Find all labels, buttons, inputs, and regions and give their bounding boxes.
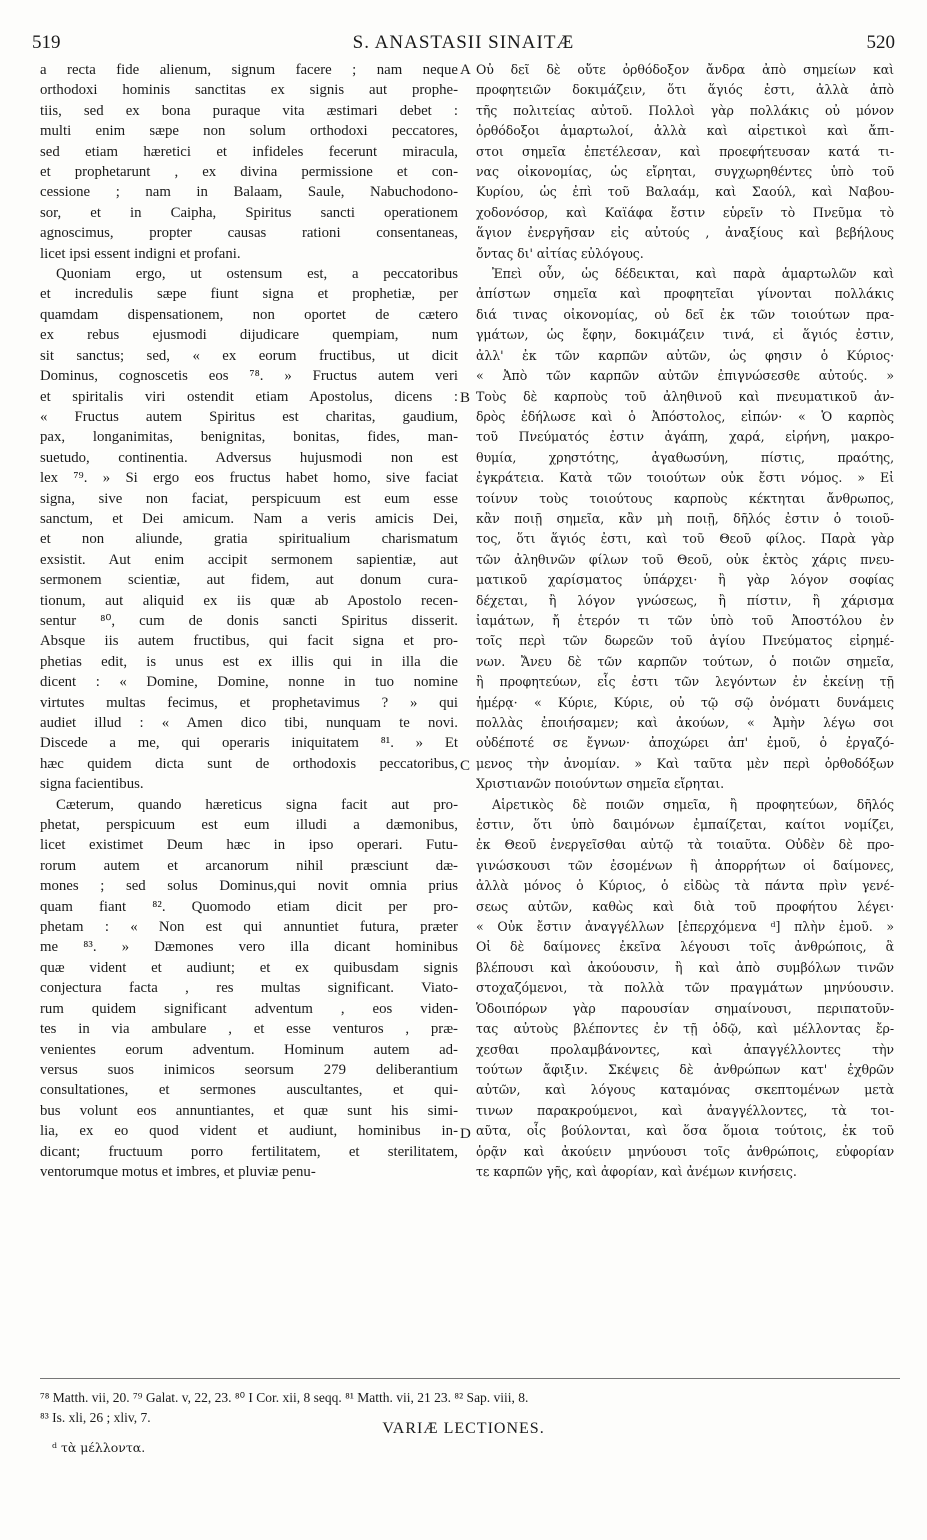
- latin-line: Cæterum, quando hæreticus signa facit aut pro-: [56, 796, 458, 813]
- footnote-line-1: ⁷⁸ Matth. vii, 20. ⁷⁹ Galat. v, 22, 23. ⁸⁰ I Cor. xii, 8 seqq. ⁸¹ Matth. vii, 21 23. ⁸² Sap. viii, 8.: [40, 1390, 529, 1405]
- latin-line: et non aliunde, gratia spiritualium charismatum: [40, 531, 458, 548]
- greek-line: πολλὰς ἐποιήσαμεν; καὶ ἀκούων, « Ἀμὴν λέγω σοι: [476, 715, 894, 730]
- latin-line: versus suos inimicos seorsum 279 deliberantium: [40, 1061, 458, 1078]
- greek-line: Οἱ δὲ δαίμονες ἐκεῖνα λέγουσι τοῖς ἀνθρώποις, ἃ: [476, 939, 894, 955]
- latin-line: sanctum, et Dei amicum. Nam a veris amicis Dei,: [40, 510, 458, 527]
- greek-line: Αἱρετικὸς δὲ ποιῶν σημεῖα, ἢ προφητεύων, δῆλός: [492, 796, 894, 812]
- latin-line: orthodoxi hominis sanctitas ex signis aut prophe-: [40, 82, 458, 99]
- greek-line: διά τινας οἰκονομίας, οὐ δεῖ ἐκ τῶν τοιούτων πρα-: [476, 306, 894, 322]
- greek-line: ὄντας δι' αἰτίας εὐλόγους.: [476, 245, 644, 261]
- greek-line: ματικοῦ χαρίσματος ὑπάρχει· ἢ γὰρ λόγον σοφίας: [476, 572, 894, 588]
- greek-line: προφητειῶν δοκιμάζειν, ὅτι ἅγιός ἐστι, ἀλλὰ ἀπὸ: [476, 82, 894, 98]
- latin-line: agnoscimus, propter causas rationi consentaneas,: [40, 225, 458, 242]
- greek-line: τῶν ἀληθινῶν φίλων τοῦ Θεοῦ, οὐκ ἐκτὸς χάρις πνευ-: [476, 551, 894, 567]
- greek-column: [476, 60, 894, 1182]
- greek-line: τε καρπῶν γῆς, καὶ ἀφορίαν, καὶ ἀνέμων κινήσεις.: [476, 1163, 797, 1179]
- latin-line: et incredulis sæpe fiunt signa et prophetiæ, per: [40, 286, 458, 303]
- greek-line: αὐτῶν, καὶ λόγους καταμόνας σκεπτομένων μετὰ: [476, 1082, 894, 1098]
- latin-line: « Fructus autem Spiritus est charitas, gaudium,: [40, 408, 458, 425]
- greek-line: τας αὐτοὺς βλέποντες ἐν τῇ ὁδῷ, καὶ μέλλοντας ἔρ-: [476, 1021, 894, 1037]
- latin-line: pax, longanimitas, benignitas, bonitas, fides, man-: [40, 429, 458, 446]
- page-header: [32, 32, 895, 56]
- greek-line: δρὸς ἐδήλωσε καὶ ὁ Ἀπόστολος, εἰπών· « Ὁ καρπὸς: [476, 408, 894, 424]
- latin-column: [40, 60, 458, 1182]
- variae-lectiones-item: ᵈ τὰ μέλλοντα.: [52, 1440, 146, 1455]
- margin-letter-b: B: [460, 390, 471, 406]
- latin-line: quæ vident et audiunt; et ex quibusdam signis: [40, 959, 458, 976]
- latin-line: signa facientibus.: [40, 776, 144, 793]
- greek-line: χοδονόσορ, καὶ Καϊάφα ἔστιν εὑρεῖν τὸ Πνεῦμα τὸ: [476, 204, 894, 220]
- footnote-line-2: ⁸³ Is. xli, 26 ; xliv, 7.: [40, 1410, 151, 1425]
- greek-line: τοίνυν τοὺς τοιούτους καρποὺς κέκτηται ἄνθρωπος,: [476, 490, 894, 506]
- latin-line: conjectura facta , res multas significant. Viato-: [40, 980, 458, 997]
- greek-line: « Ἀπὸ τῶν καρπῶν αὐτῶν ἐπιγνώσεσθε αὐτούς. »: [476, 368, 894, 384]
- latin-line: sed etiam hæretici et infideles fecerunt miracula,: [40, 143, 458, 160]
- greek-line: μενος τὴν ἀνομίαν. » Καὶ ταῦτα μὲν περὶ ὀρθοδόξων: [476, 755, 894, 771]
- greek-line: ἀλλ' ἐκ τῶν καρπῶν αὐτῶν, ὡς φησιν ὁ Κύριος·: [476, 347, 894, 363]
- page-number-left: 519: [32, 32, 61, 53]
- greek-line: τινων παρακρούμενοι, καὶ ἀναγγέλλοντες, τὰ τοι-: [476, 1102, 894, 1118]
- latin-line: et prophetarunt , ex divina permissione et con-: [40, 164, 458, 181]
- latin-line: venientes eorum adventum. Hominum autem ad-: [40, 1041, 458, 1058]
- greek-line: κἂν ποιῇ σημεῖα, κἂν μὴ ποιῇ, δῆλός ἐστιν ὁ τοιοῦ-: [476, 510, 894, 526]
- latin-line: suetudo, continentia. Adversus hujusmodi non est: [40, 449, 458, 466]
- latin-line: licet existimet Deum hæc in ipso operari. Futu-: [40, 837, 458, 854]
- greek-line: σεως αὐτῶν, καθὼς καὶ διὰ τοῦ προφήτου λέγει·: [476, 898, 894, 914]
- greek-line: αῦτα, οἷς βούλονται, καὶ ὅσα ὅμοια τούτοις, ἐκ τοῦ: [476, 1123, 894, 1139]
- latin-line: cessione ; nam in Balaam, Saule, Nabuchodono-: [40, 184, 458, 201]
- latin-line: exsistit. Aut enim accipit sermonem sapientiæ, aut: [40, 551, 458, 568]
- latin-line: tiis, sed ex bona puraque vita æstimari debet :: [40, 102, 458, 119]
- greek-line: ἐστιν, ὅτι ὑπὸ δαιμόνων ἐμπαίζεται, καίτοι νομίζει,: [476, 817, 894, 833]
- greek-line: γμάτων, ὡς ἔφην, δοκιμάζειν τινά, εἰ ἅγιός ἐστιν,: [476, 327, 894, 343]
- greek-line: τοῖς περὶ τῶν δωρεῶν τοῦ ἁγίου Πνεύματος εἰρημέ-: [476, 633, 894, 649]
- latin-line: consultationes, et sermones auscultantes, et qui-: [40, 1082, 458, 1099]
- greek-line: τῆς πολιτείας αὐτοῦ. Πολλοὶ γὰρ πολλάκις οὐ μόνον: [476, 102, 894, 118]
- latin-line: quamdam dispensationem, non oportet de cætero: [40, 306, 458, 323]
- latin-line: lia, ex eo quod vident et audiunt, hominibus in-: [40, 1123, 458, 1140]
- latin-line: hæc quidem dicta sunt de orthodoxis peccatoribus,: [40, 755, 458, 772]
- latin-line: signa, sive non faciat, perspicuum est eum esse: [40, 490, 458, 507]
- greek-line: Χριστιανῶν ποιούντων σημεῖα εἴρηται.: [476, 776, 725, 792]
- greek-line: ὁρᾷν καὶ ἀκούειν μηνύουσι τοῖς ἀνθρώποις, εὐφορίαν: [476, 1143, 894, 1159]
- latin-line: dicent : « Domine, Domine, nonne in tuo nomine: [40, 674, 458, 691]
- greek-line: ὀρθόδοξοι ἁμαρτωλοί, ἀλλὰ καὶ αἱρετικοὶ καὶ ἄπι-: [476, 123, 894, 139]
- latin-line: phetat, perspicuum est eum illudi a dæmonibus,: [40, 817, 458, 834]
- greek-line: στοι σημεῖα ἐπετέλεσαν, καὶ προεφήτευσαν κατά τι-: [476, 143, 894, 159]
- latin-line: tes in via ambulare , et esse venturos , præ-: [40, 1021, 458, 1038]
- latin-line: dicant; fructuum porro fertilitatem, et sterilitatem,: [40, 1143, 458, 1160]
- latin-line: Quoniam ergo, ut ostensum est, a peccatoribus: [56, 266, 458, 283]
- greek-line: νων. Ἄνευ δὲ τῶν καρπῶν τούτων, ὁ ποιῶν σημεῖα,: [476, 653, 894, 669]
- latin-line: Absque iis autem fructibus, qui facit signa et pro-: [40, 633, 458, 650]
- latin-line: bus volunt eos annuntiantes, et quæ sunt his simi-: [40, 1102, 458, 1119]
- greek-line: ἢ προφητεύων, εἷς ἐστι τῶν λεγόντων ἐν ἐκείνῃ τῇ: [476, 674, 894, 690]
- greek-line: δέχεται, ἢ λόγον γνώσεως, ἢ πίστιν, ἢ χάρισμα: [476, 592, 894, 608]
- latin-line: phetias edit, is unus est ex illis qui in illa die: [40, 653, 458, 670]
- greek-line: βλέπουσι καὶ ἀκούουσιν, ἢ καὶ ἀπὸ συμβόλων τινῶν: [476, 959, 894, 975]
- latin-line: sor, et in Caipha, Spiritus sancti operationem: [40, 204, 458, 221]
- greek-line: Ἐπεὶ οὖν, ὡς δέδεικται, καὶ παρὰ ἁμαρτωλῶν καὶ: [492, 266, 894, 282]
- variae-lectiones-heading: VARIÆ LECTIONES.: [382, 1420, 545, 1437]
- latin-line: mones ; sed solus Dominus,qui novit omnia prius: [40, 878, 458, 895]
- latin-line: a recta fide alienum, signum facere ; nam neque: [40, 62, 458, 78]
- greek-line: Κυρίου, ὡς ἐπὶ τοῦ Βαλαάμ, καὶ Σαούλ, καὶ Ναβου-: [476, 184, 894, 200]
- greek-line: ἀπίστων σημεῖα καὶ προφητεῖαι γίνονται πολλάκις: [476, 286, 894, 302]
- greek-line: ἐκ Θεοῦ ἐνεργεῖσθαι αὐτῷ τὰ τοιαῦτα. Οὐδὲν δὲ προ-: [476, 837, 894, 853]
- latin-line: sit sanctus; sed, « ex eorum fructibus, ut dicit: [40, 347, 458, 364]
- latin-line: multi enim sæpe non solum orthodoxi peccatores,: [40, 123, 458, 140]
- latin-line: Discede a me, qui operaris iniquitatem ⁸¹. » Et: [40, 735, 458, 752]
- greek-line: Οὐ δεῖ δὲ οὔτε ὀρθόδοξον ἄνδρα ἀπὸ σημείων καὶ: [476, 62, 894, 77]
- greek-line: « Οὐκ ἔστιν ἀναγγέλλων [ἐπερχόμενα ᵈ] πλὴν ἐμοῦ. »: [476, 919, 894, 935]
- greek-line: ἡμέρᾳ· « Κύριε, Κύριε, οὐ τῷ σῷ ὀνόματι δυνάμεις: [476, 694, 894, 710]
- latin-line: ventorumque motus et imbres, et pluviæ penu-: [40, 1163, 316, 1180]
- footnote-rule: [40, 1378, 900, 1379]
- greek-line: Ὁδοιπόρων γὰρ παρουσίαν σημαίνουσι, περιπατοῦν-: [476, 1000, 894, 1016]
- latin-line: sermonem scientiæ, aut fidem, aut donum cura-: [40, 572, 458, 589]
- greek-line: τούτων ἄφιξιν. Σκέψεις δὲ ἀνθρώπων κατ' ἐχθρῶν: [476, 1061, 894, 1077]
- greek-line: οὐδέποτέ σε ἔγνων· ἀποχώρει ἀπ' ἐμοῦ, ὁ ἐργαζό-: [476, 735, 894, 751]
- margin-letter-a: A: [460, 62, 471, 78]
- greek-line: στοχαζόμενοι, τὰ πολλὰ τῶν πραγμάτων μηνύουσιν.: [476, 980, 894, 996]
- greek-line: ἀλλὰ μόνος ὁ Κύριος, ὁ εἰδὼς τὰ πάντα πρὶν γενέ-: [476, 878, 894, 894]
- greek-line: τος, ὅτι ἅγιός ἐστι, καὶ τοῦ Θεοῦ φίλος. Παρὰ γὰρ: [476, 531, 894, 547]
- latin-line: rum quidem significant adventum , eos viden-: [40, 1000, 458, 1017]
- latin-line: quam fiant ⁸². Quomodo etiam dicit per pro-: [40, 898, 458, 915]
- greek-line: γινώσκουσι τῶν ἐσομένων ἢ ἀπορρήτων οἱ δαίμονες,: [476, 857, 894, 873]
- latin-line: sentur ⁸⁰, cum de donis sancti Spiritus disserit.: [40, 612, 458, 629]
- greek-line: θυμία, χρηστότης, ἀγαθωσύνη, πίστις, πραότης,: [476, 449, 894, 465]
- greek-line: χεσθαι προλαμβάνοντες, καὶ ἀπαγγέλλοντες τὴν: [476, 1041, 894, 1057]
- latin-line: licet ipsi essent indigni et profani.: [40, 245, 241, 262]
- greek-line: νας οἰκονομίας, ὡς εἴρηται, συγχωρηθέντες ὑπὸ τοῦ: [476, 164, 894, 180]
- greek-line: τοῦ Πνεύματός ἐστιν ἀγάπη, χαρά, εἰρήνη, μακρο-: [476, 429, 894, 445]
- latin-line: rorum autem et arcanorum nihil præsciunt dæ-: [40, 857, 458, 874]
- latin-line: me ⁸³. » Dæmones vero illa dicant hominibus: [40, 939, 458, 956]
- greek-line: Τοὺς δὲ καρποὺς τοῦ ἀληθινοῦ καὶ πνευματικοῦ ἀν-: [476, 388, 894, 404]
- running-title: S. ANASTASII SINAITÆ: [352, 32, 575, 53]
- latin-line: et spiritalis viri ostendit etiam Apostolus, dicens :: [40, 388, 458, 405]
- latin-line: lex ⁷⁹. » Si ergo eos fructus habet homo, sive faciat: [40, 470, 458, 487]
- latin-line: phetam : « Non est qui annuntiet futura, præter: [40, 919, 458, 936]
- greek-line: ἰαμάτων, ἤ ἑτερόν τι τῶν ὑπὸ τοῦ Ἀποστόλου ἐν: [476, 612, 894, 628]
- margin-letter-d: D: [460, 1126, 471, 1142]
- greek-line: ἅγιον ἐνεργῆσαν εἰς αὐτούς , ἀναξίους καὶ βεβήλους: [476, 225, 894, 241]
- margin-letter-c: C: [460, 758, 471, 774]
- latin-line: Dominus, cognoscetis eos ⁷⁸. » Fructus autem veri: [40, 368, 458, 385]
- latin-line: audiet illud : « Amen dico tibi, nunquam te novi.: [40, 715, 458, 731]
- latin-line: virtutes multas fecimus, et prophetavimus ? » qui: [40, 694, 458, 711]
- latin-line: ex rebus ejusmodi dijudicare quempiam, num: [40, 327, 458, 344]
- greek-line: ἐγκράτεια. Κατὰ τῶν τοιούτων οὐκ ἔστι νόμος. » Εἰ: [476, 470, 894, 486]
- page-number-right: 520: [866, 32, 895, 53]
- latin-line: tionum, aut aliquid ex iis quæ ab Apostolo recen-: [40, 592, 458, 609]
